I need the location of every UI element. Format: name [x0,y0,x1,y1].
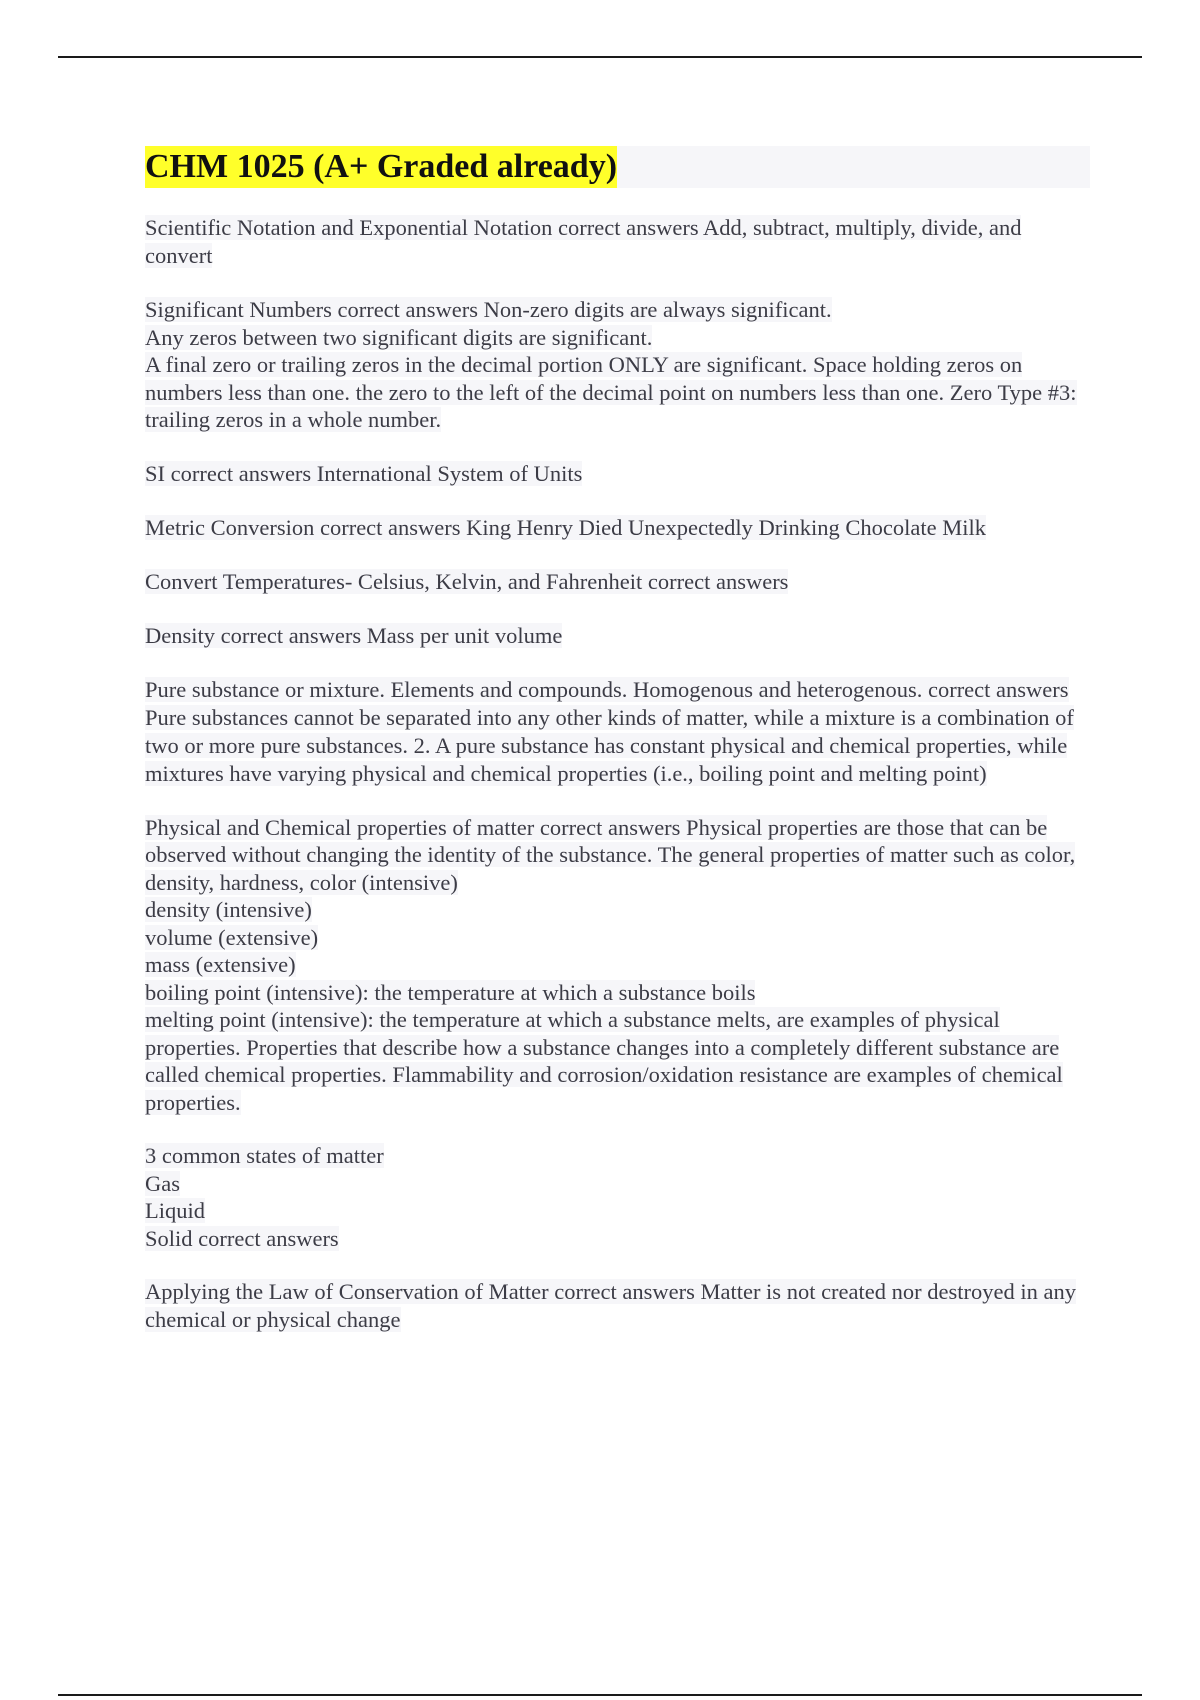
document-title: CHM 1025 (A+ Graded already) [145,146,617,188]
qa-entry-pure-substance [145,676,1090,788]
qa-entry-convert-temperatures [145,568,1090,596]
qa-line: melting point (intensive): the temperature at which a substance melts, are examples of physical properties. Properties that describe how a substance changes into a completely different substance are called chemical properties. Flammability and corrosion/oxidation resistance are examples of chemical properties. [145,1007,1063,1115]
document-body [145,146,1090,1360]
qa-text: Convert Temperatures- Celsius, Kelvin, and Fahrenheit correct answers [145,568,789,594]
qa-line: volume (extensive) [145,924,319,950]
qa-text: Metric Conversion correct answers King Henry Died Unexpectedly Drinking Chocolate Milk [145,514,987,540]
qa-line: boiling point (intensive): the temperature at which a substance boils [145,979,756,1005]
qa-line: Physical and Chemical properties of matter correct answers Physical properties are those that can be observed without changing the identity of the substance. The general properties of matter such as color, density, hardness, color (intensive) [145,814,1076,895]
qa-line: mass (extensive) [145,952,296,977]
qa-entry-states-of-matter [145,1142,1090,1252]
qa-line: Gas [145,1170,180,1196]
qa-entry-si [145,460,1090,488]
qa-text: Density correct answers Mass per unit volume [145,622,563,648]
qa-line: 3 common states of matter [145,1143,384,1168]
qa-text: Applying the Law of Conservation of Matter correct answers Matter is not created nor destroyed in any chemical or physical change [145,1279,1076,1332]
title-band [145,146,1090,188]
qa-line: Any zeros between two significant digits are significant. [145,324,653,350]
qa-line: Significant Numbers correct answers Non-zero digits are always significant. [145,297,832,322]
qa-line: Liquid [145,1198,205,1223]
qa-entry-physical-chemical-properties [145,814,1090,1117]
qa-entry-metric-conversion [145,514,1090,542]
qa-text: Pure substance or mixture. Elements and compounds. Homogenous and heterogenous. correct answers Pure substances cannot be separated into any other kinds of matter, while a mixture is a combination of two or more pure substances. 2. A pure substance has constant physical and chemical properties, while mixtures have varying physical and chemical properties (i.e., boiling point and melting point) [145,676,1074,786]
qa-entry-significant-numbers [145,296,1090,434]
qa-line: density (intensive) [145,897,312,922]
qa-text: Scientific Notation and Exponential Notation correct answers Add, subtract, multiply, divide, and convert [145,215,1022,268]
bottom-rule [58,1694,1142,1696]
top-rule [58,56,1142,58]
qa-entry-scientific-notation [145,214,1090,270]
qa-entry-conservation-of-matter [145,1278,1090,1334]
qa-line: Solid correct answers [145,1225,339,1251]
qa-line: A final zero or trailing zeros in the decimal portion ONLY are significant. Space holding zeros on numbers less than one. the zero to the left of the decimal point on numbers less than one. Zero Type #3: trailing zeros in a whole number. [145,352,1077,432]
qa-entry-density [145,622,1090,650]
qa-text: SI correct answers International System of Units [145,460,583,486]
